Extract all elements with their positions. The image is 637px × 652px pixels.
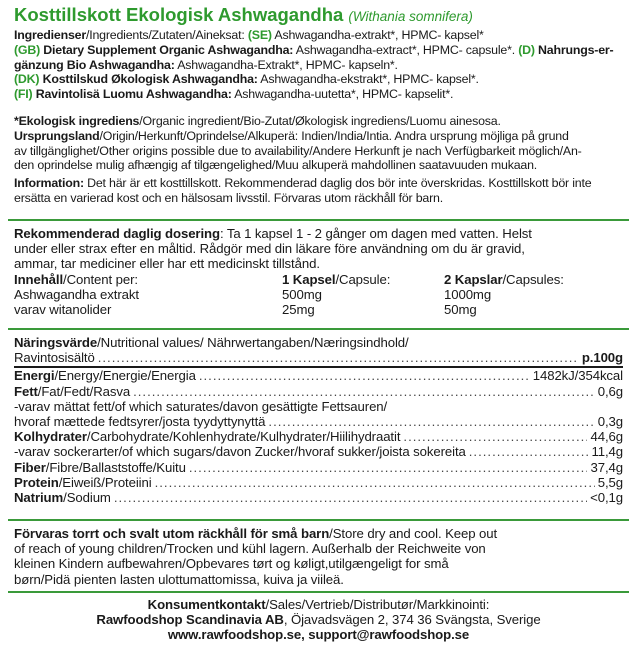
information-note: Information: Det här är ett kosttillskott. Rekommenderad daglig dos bör inte överskridas. Kosttillskott bör inte <box>14 176 592 191</box>
nutrition-row: -varav sockerarter/of which sugars/davon Zucker/hvoraf sukker/joista sokereita ..... 11,4g <box>14 444 623 459</box>
table-row: varav witanolider <box>14 302 112 318</box>
nutrition-row: hvoraf mættede fedtsyrer/josta tyydyttynyttä ..... 0,3g <box>14 414 623 429</box>
contact-section: Konsumentkontakt/Sales/Vertrieb/Distributør/Markkinointi: Rawfoodshop Scandinavia AB, Öjavadsvägen 2, 374 36 Svängsta, Sverige www.rawfoodshop.se, support@rawfoodshop.se <box>96 597 541 643</box>
latin-name: (Withania somnifera) <box>348 9 473 24</box>
nutrition-label: Näringsvärde <box>14 335 98 350</box>
organic-note: *Ekologisk ingrediens/Organic ingredient/Bio-Zutat/Økologisk ingrediens/Luomu ainesosa. <box>14 114 501 128</box>
email-link[interactable]: support@rawfoodshop.se <box>308 627 470 643</box>
nutrition-row: Natrium/Sodium ..... <0,1g <box>14 490 623 505</box>
divider <box>8 219 629 221</box>
origin-note: Ursprungsland/Origin/Herkunft/Oprindelse/Alkuperä: Indien/India/Intia. Andra ursprung möjliga på grund <box>14 128 569 143</box>
divider <box>8 328 629 330</box>
label-title-row <box>0 4 637 28</box>
nutrition-row: Kolhydrater/Carbohydrate/Kohlenhydrate/Kulhydrater/Hiilihydraatit ..... 44,6g <box>14 429 623 444</box>
nutrition-row: Fiber/Fibre/Ballaststoffe/Kuitu ..... 37,4g <box>14 460 623 475</box>
dosage-section: Rekommenderad daglig dosering: Ta 1 kapsel 1 - 2 gånger om dagen med vatten. Helst under eller strax efter en måltid. Rådgör med din läkare före användning om du är gravid, ammar, tar mediciner eller har ett medicinskt tillstånd. Innehåll/Content per: 1 Kapsel/Capsule: 2 Kapslar/Capsules: Ashwagandha extrakt 500mg 1000mg varav witanolider 25mg 50mg <box>0 226 637 317</box>
nutrition-row: -varav mättat fett/of which saturates/davon gesättigte Fettsauren/ <box>14 398 388 414</box>
company-name: Rawfoodshop Scandinavia AB <box>96 612 284 628</box>
nutrition-row: Protein/Eiweiß/Proteiini ..... 5,5g <box>14 475 623 490</box>
ingredients-label: Ingredienser <box>14 28 86 42</box>
origin-section: *Ekologisk ingrediens/Organic ingredient/Bio-Zutat/Økologisk ingrediens/Luomu ainesosa. Ursprungsland/Origin/Herkunft/Oprindelse/Alkuperä: Indien/India/Intia. Andra ursprung möjliga på grund av tillgänglighet/Other origins possible due to availability/Andere Herkunft je nach Verfügbarkeit möglich/An- den oprindelse mulig afhængig af tilgængelighed/Muu alkuperä mahdollinen saatavuuden mukaan. Information: Det här är ett kosttillskott. Rekommenderad daglig dos bör inte överskridas. Kosttillskott bör inte ersätta en varierad kost och en hälsosam livsstil. Förvaras utom räckhåll för barn. <box>0 114 637 206</box>
dosage-label: Rekommenderad daglig dosering <box>14 226 220 241</box>
ingredients-section: Ingredienser/Ingredients/Zutaten/Aineksat: (SE) Ashwagandha-extrakt*, HPMC- kapsel* (GB) Dietary Supplement Organic Ashwagandha: Ashwagandha-extract*, HPMC- capsule*. (D) Nahrungs-er- gänzung Bio Ashwagandha: Ashwagandha-Extrakt*, HPMC- kapseln*. (DK) Kosttilskud Økologisk Ashwagandha: Ashwagandha-ekstrakt*, HPMC- kapsel*. (FI) Ravintolisä Luomu Ashwagandha: Ashwagandha-uutetta*, HPMC- kapselit*. <box>14 28 614 102</box>
storage-section: Förvaras torrt och svalt utom räckhåll för små barn/Store dry and cool. Keep out of reach of young children/Trocken und kühl lagern. Außerhalb der Reichweite von kleinen Kindern aufbewahren/Opbevares tørt og køligt,utilgængeligt for små børn/Pidä pienten lasten ulottumattomissa, kuiva ja viileä. <box>14 526 498 587</box>
website-link[interactable]: www.rawfoodshop.se <box>167 627 302 643</box>
divider <box>8 519 629 521</box>
nutrition-row: Fett/Fat/Fedt/Rasva ..... 0,6g <box>14 384 623 399</box>
nutrition-row: Energi/Energy/Energie/Energia ..... 1482kJ/354kcal <box>14 368 623 383</box>
nutrition-section: Näringsvärde/Nutritional values/ Nährwertangaben/Næringsindhold/ Ravintosisältö ..... p.100g Energi/Energy/Energie/Energia ..... 1482kJ/354kcal Fett/Fat/Fedt/Rasva ..... 0,6g -varav mättat fett/of which saturates/davon gesättigte Fettsauren/ hvoraf mættede fedtsyrer/josta tyydyttynyttä ..... 0,3g Kolhydrater/Carbohydrate/Kohlenhydrate/Kulhydrater/Hiilihydraatit ..... 44,6g -varav sockerarter/of which sugars/davon Zucker/hvoraf sukker/joista sokereita ..... 11,4g Fiber/Fibre/Ballaststoffe/Kuitu ..... 37,4g Protein/Eiweiß/Proteiini ..... 5,5g Natrium/Sodium ..... <0,1g <box>0 335 637 505</box>
divider <box>8 591 629 593</box>
per-100g: p.100g <box>581 350 623 366</box>
contents-table: Innehåll/Content per: 1 Kapsel/Capsule: 2 Kapslar/Capsules: Ashwagandha extrakt 500mg 1000mg varav witanolider 25mg 50mg <box>14 271 564 318</box>
product-title: Kosttillskott Ekologisk Ashwagandha <box>14 4 344 25</box>
table-row: Ashwagandha extrakt <box>14 286 139 302</box>
contact-label: Konsumentkontakt <box>147 597 266 612</box>
storage-label: Förvaras torrt och svalt utom räckhåll för små barn <box>14 526 330 541</box>
